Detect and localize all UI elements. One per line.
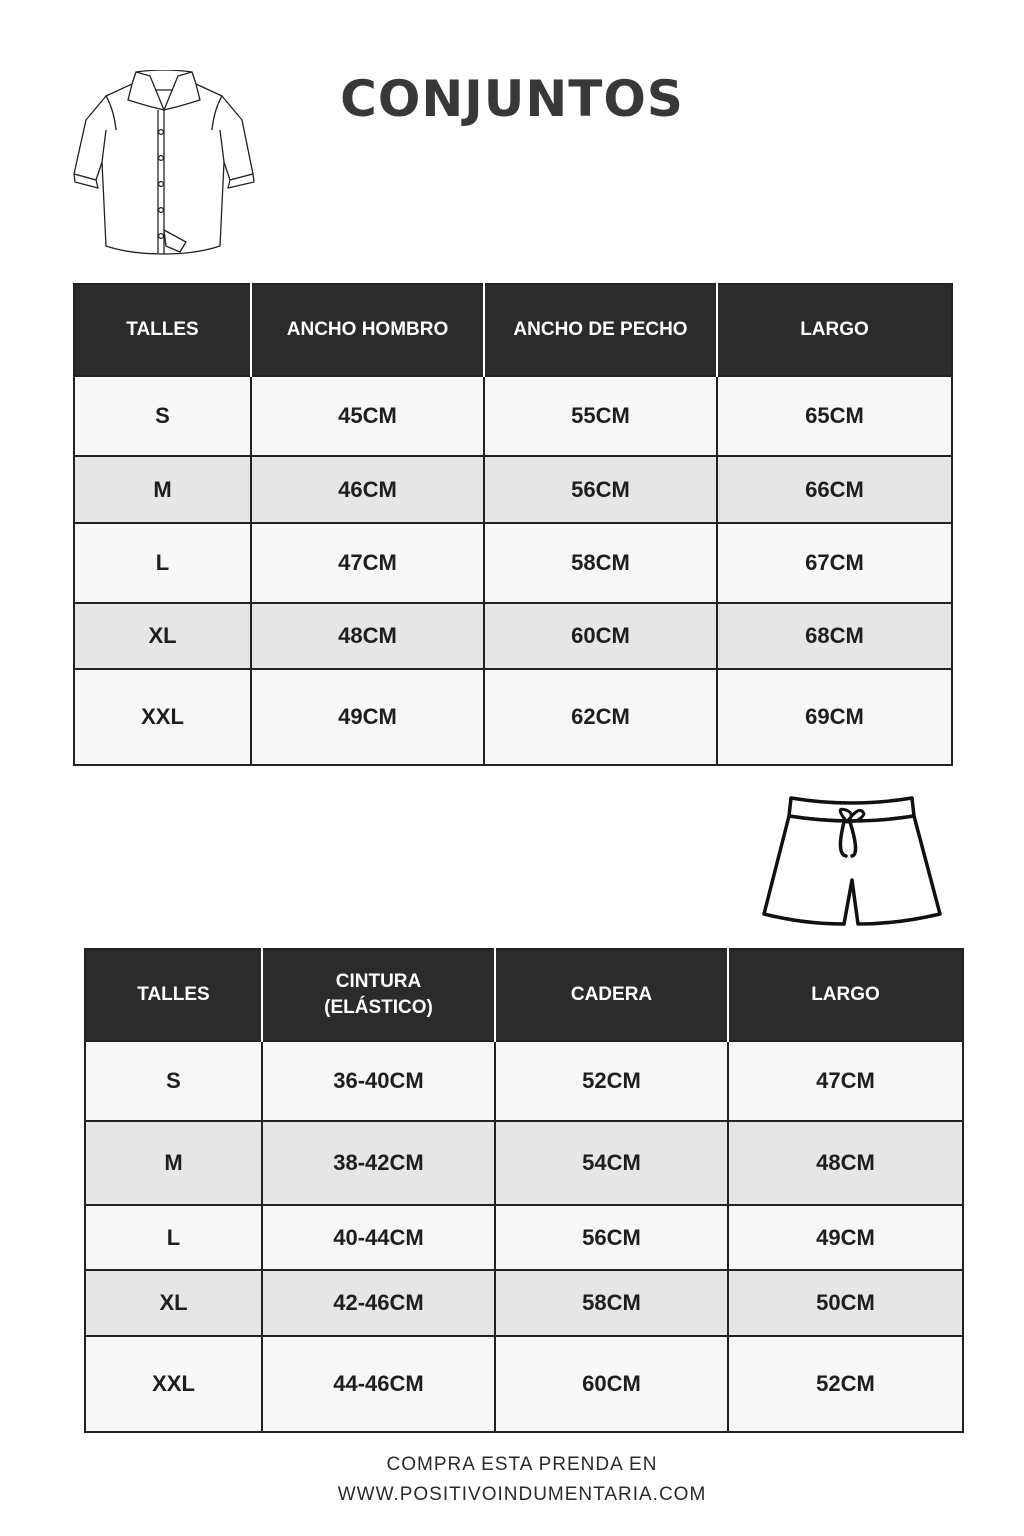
table-row	[74, 523, 952, 603]
value-cell: 52CM	[495, 1041, 728, 1121]
size-cell: XL	[85, 1270, 262, 1336]
table-row	[85, 1041, 963, 1121]
value-cell: 45CM	[251, 376, 484, 456]
value-cell: 47CM	[728, 1041, 963, 1121]
size-cell: XXL	[85, 1336, 262, 1432]
footer-cta: COMPRA ESTA PRENDA EN	[386, 1454, 658, 1475]
shirt-icon	[70, 70, 260, 260]
table-header-row	[74, 284, 952, 376]
value-cell: 68CM	[717, 603, 952, 669]
value-cell: 58CM	[495, 1270, 728, 1336]
value-cell: 62CM	[484, 669, 717, 765]
shirt-size-table	[73, 283, 953, 766]
table-row	[85, 1205, 963, 1270]
value-cell: 42-46CM	[262, 1270, 495, 1336]
value-cell: 65CM	[717, 376, 952, 456]
value-cell: 67CM	[717, 523, 952, 603]
value-cell: 66CM	[717, 456, 952, 523]
value-cell: 56CM	[495, 1205, 728, 1270]
value-cell: 48CM	[728, 1121, 963, 1205]
value-cell: 40-44CM	[262, 1205, 495, 1270]
value-cell: 44-46CM	[262, 1336, 495, 1432]
size-cell: L	[85, 1205, 262, 1270]
table-row	[74, 669, 952, 765]
value-cell: 60CM	[484, 603, 717, 669]
value-cell: 47CM	[251, 523, 484, 603]
table-row	[74, 603, 952, 669]
footer	[0, 1450, 1024, 1510]
value-cell: 48CM	[251, 603, 484, 669]
size-cell: XXL	[74, 669, 251, 765]
table-header-row	[85, 949, 963, 1041]
value-cell: 58CM	[484, 523, 717, 603]
table-row	[85, 1121, 963, 1205]
size-cell: L	[74, 523, 251, 603]
table-row	[74, 456, 952, 523]
size-cell: S	[74, 376, 251, 456]
value-cell: 55CM	[484, 376, 717, 456]
footer-website-link[interactable]: WWW.POSITIVOINDUMENTARIA.COM	[337, 1484, 707, 1505]
value-cell: 36-40CM	[262, 1041, 495, 1121]
header-talles: TALLES	[85, 949, 262, 1041]
value-cell: 49CM	[728, 1205, 963, 1270]
value-cell: 54CM	[495, 1121, 728, 1205]
header-largo: LARGO	[717, 284, 952, 376]
table-row	[74, 376, 952, 456]
value-cell: 49CM	[251, 669, 484, 765]
size-cell: XL	[74, 603, 251, 669]
value-cell: 69CM	[717, 669, 952, 765]
value-cell: 60CM	[495, 1336, 728, 1432]
header-ancho-de-pecho: ANCHO DE PECHO	[484, 284, 717, 376]
value-cell: 56CM	[484, 456, 717, 523]
shorts-size-table	[84, 948, 964, 1433]
header-cintura: CINTURA (ELÁSTICO)	[262, 949, 495, 1041]
size-cell: M	[74, 456, 251, 523]
header-ancho-hombro: ANCHO HOMBRO	[251, 284, 484, 376]
value-cell: 50CM	[728, 1270, 963, 1336]
size-cell: S	[85, 1041, 262, 1121]
table-row	[85, 1270, 963, 1336]
header-cadera: CADERA	[495, 949, 728, 1041]
value-cell: 52CM	[728, 1336, 963, 1432]
table-row	[85, 1336, 963, 1432]
page-title: CONJUNTOS	[340, 70, 684, 128]
header-largo: LARGO	[728, 949, 963, 1041]
size-cell: M	[85, 1121, 262, 1205]
header-talles: TALLES	[74, 284, 251, 376]
shorts-icon	[756, 792, 946, 932]
value-cell: 46CM	[251, 456, 484, 523]
value-cell: 38-42CM	[262, 1121, 495, 1205]
